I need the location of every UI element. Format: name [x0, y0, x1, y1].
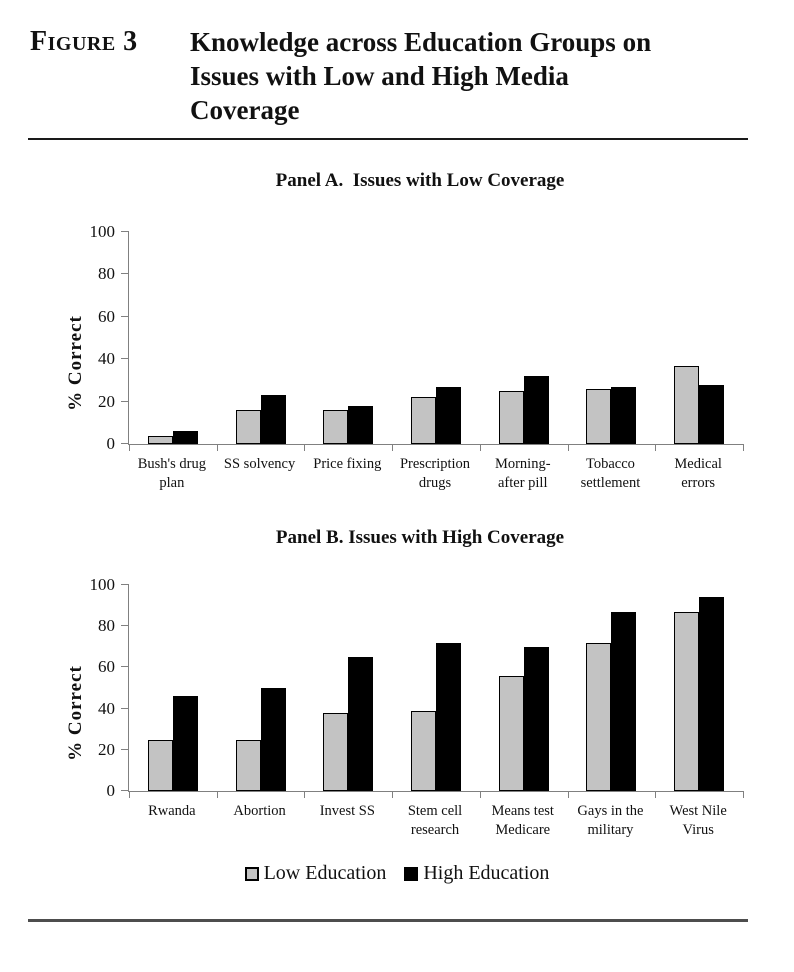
title-rule [28, 138, 748, 140]
plot-categories [129, 585, 743, 791]
bar-high-education [436, 387, 461, 444]
bar-high-education [611, 387, 636, 444]
category-label: Invest SS [319, 803, 375, 819]
y-tick-mark [121, 625, 129, 626]
bar-high-education [699, 597, 724, 791]
x-tick-mark [480, 444, 481, 451]
x-axis-labels [128, 792, 742, 840]
y-tick-label: 20 [98, 391, 115, 411]
y-tick-mark [121, 231, 129, 232]
bar-low-education [674, 612, 699, 791]
category-column [655, 585, 743, 791]
bar-low-education [411, 397, 436, 444]
y-tick-mark [121, 666, 129, 667]
x-tick-mark [480, 791, 481, 798]
y-tick-mark [121, 584, 129, 585]
category-label: Tobacco settlement [580, 456, 641, 491]
category-label: Stem cell research [407, 803, 463, 838]
category-column [304, 585, 392, 791]
x-tick-mark [743, 791, 744, 798]
x-tick-mark [568, 444, 569, 451]
y-tick-label: 20 [98, 739, 115, 759]
y-tick-label: 40 [98, 349, 115, 369]
bottom-rule [28, 919, 748, 922]
category-column [392, 585, 480, 791]
bar-low-education [236, 410, 261, 444]
x-tick-mark [304, 444, 305, 451]
bar-low-education [674, 366, 699, 444]
x-tick-mark [392, 444, 393, 451]
panel-a [0, 170, 794, 493]
bar-high-education [261, 395, 286, 444]
y-tick-label: 0 [106, 781, 115, 800]
category-label: Bush's drug plan [137, 456, 206, 491]
bar-low-education [148, 436, 173, 444]
category-column [480, 232, 568, 444]
y-tick-label: 60 [98, 657, 115, 677]
y-tick-mark [121, 790, 129, 791]
bar-low-education [499, 676, 524, 791]
category-column [217, 585, 305, 791]
y-tick-mark [121, 443, 129, 444]
category-label: Abortion [233, 803, 286, 819]
y-axis-label: % Correct [65, 314, 86, 411]
y-tick-label: 100 [89, 575, 115, 594]
category-label: West Nile Virus [669, 803, 727, 838]
legend-label-low: Low Education [263, 862, 387, 884]
category-column [655, 232, 743, 444]
bar-low-education [499, 391, 524, 444]
bar-low-education [323, 410, 348, 444]
category-column [568, 232, 656, 444]
bar-low-education [411, 711, 436, 791]
y-tick-label: 80 [98, 616, 115, 636]
x-axis-labels [128, 445, 742, 493]
category-label: Prescription drugs [399, 456, 471, 491]
category-column [568, 585, 656, 791]
y-tick-label: 0 [106, 434, 115, 453]
bar-high-education [348, 657, 373, 791]
panel-b-title: Panel B. Issues with High Coverage [275, 527, 565, 548]
legend-item-high [404, 862, 549, 885]
legend-item-low [245, 862, 387, 885]
x-tick-mark [392, 791, 393, 798]
x-tick-mark [217, 444, 218, 451]
bar-high-education [436, 643, 461, 791]
x-tick-mark [655, 791, 656, 798]
x-tick-mark [743, 444, 744, 451]
y-tick-label: 40 [98, 698, 115, 718]
figure-title: Knowledge across Education Groups on Issues with Low and High Media Coverage [190, 27, 652, 125]
category-label: Rwanda [148, 803, 196, 819]
category-column [129, 585, 217, 791]
bar-low-education [236, 740, 261, 792]
x-tick-mark [217, 791, 218, 798]
y-axis-label: % Correct [65, 664, 86, 761]
plot-area [89, 222, 743, 453]
x-tick-mark [568, 791, 569, 798]
legend-swatch-low-icon [245, 867, 259, 881]
legend-swatch-high-icon [404, 867, 418, 881]
y-tick-mark [121, 401, 129, 402]
legend-label-high: High Education [423, 862, 550, 884]
category-label: Price fixing [313, 456, 382, 472]
bar-low-education [586, 389, 611, 444]
y-tick-mark [121, 358, 129, 359]
figure-header [0, 0, 794, 127]
category-column [217, 232, 305, 444]
category-column [304, 232, 392, 444]
panel-a-title: Panel A. Issues with Low Coverage [275, 170, 565, 191]
bar-high-education [261, 688, 286, 791]
panel-b [0, 527, 794, 840]
bar-high-education [524, 376, 549, 444]
bar-low-education [323, 713, 348, 791]
bar-low-education [586, 643, 611, 791]
x-tick-mark [129, 791, 130, 798]
bar-high-education [173, 696, 198, 791]
category-label: Means test Medicare [491, 803, 554, 838]
x-tick-mark [129, 444, 130, 451]
category-column [129, 232, 217, 444]
category-column [480, 585, 568, 791]
y-tick-mark [121, 749, 129, 750]
y-tick-mark [121, 316, 129, 317]
plot-categories [129, 232, 743, 444]
y-tick-label: 80 [98, 264, 115, 284]
bar-high-education [173, 431, 198, 444]
bar-high-education [524, 647, 549, 791]
category-label: Medical errors [674, 456, 722, 491]
bar-high-education [699, 385, 724, 444]
category-label: Gays in the military [577, 803, 644, 838]
y-tick-label: 100 [89, 222, 115, 241]
category-column [392, 232, 480, 444]
bar-high-education [611, 612, 636, 791]
category-label: SS solvency [223, 456, 296, 472]
bar-low-education [148, 740, 173, 792]
x-tick-mark [304, 791, 305, 798]
y-tick-label: 60 [98, 306, 115, 326]
x-tick-mark [655, 444, 656, 451]
figure-label: Figure 3 [30, 26, 138, 57]
legend [0, 862, 794, 885]
panel-b-chart [0, 575, 794, 840]
category-label: Morning-after pill [494, 456, 551, 491]
bar-high-education [348, 406, 373, 444]
y-tick-mark [121, 273, 129, 274]
y-tick-mark [121, 708, 129, 709]
plot-area [89, 575, 743, 800]
panel-a-chart [0, 222, 794, 493]
